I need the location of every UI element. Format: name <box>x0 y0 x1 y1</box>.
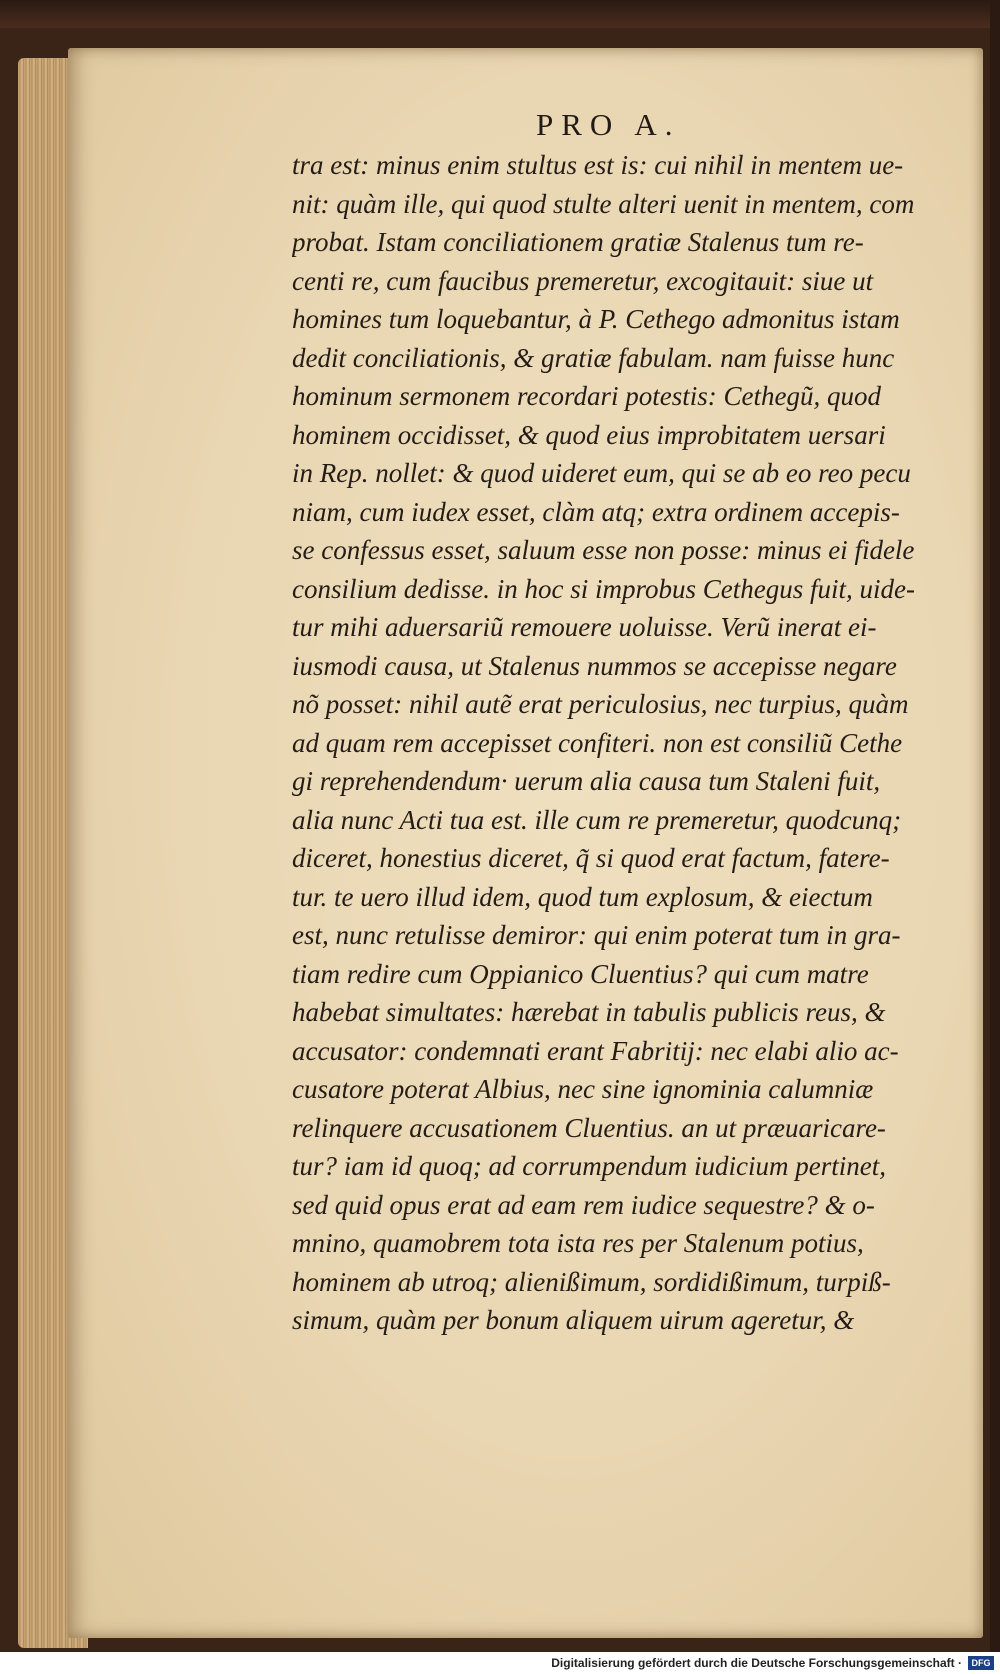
text-line: relinquere accusationem Cluentius. an ut præuaricare- <box>292 1112 886 1143</box>
text-line: hominem ab utroq; alienißimum, sordidißimum, turpiß- <box>292 1266 891 1297</box>
text-line: se confessus esset, saluum esse non posse: minus ei fidele <box>292 535 915 565</box>
text-line: consilium dedisse. in hoc si improbus Cethegus fuit, uide- <box>292 573 915 604</box>
text-line: nit: quàm ille, qui quod stulte alteri uenit in mentem, com <box>292 188 915 219</box>
text-line: tur. te uero illud idem, quod tum explosum, & eiectum <box>292 881 873 912</box>
text-line: habebat simultates: hærebat in tabulis publicis reus, & <box>292 997 886 1027</box>
text-line: iusmodi causa, ut Stalenus nummos se accepisse negare <box>292 650 897 681</box>
text-line: accusator: condemnati erant Fabritij: nec elabi alio ac- <box>292 1035 899 1066</box>
text-line: nõ posset: nihil autẽ erat periculosius, nec turpius, quàm <box>292 689 909 719</box>
text-line: diceret, honestius diceret, q̃ si quod erat factum, fatere- <box>292 843 890 873</box>
funding-notice: Digitalisierung gefördert durch die Deutsche Forschungsgemeinschaft · <box>551 1656 962 1670</box>
text-line: tiam redire cum Oppianico Cluentius? qui cum matre <box>292 958 869 989</box>
text-line: ad quam rem accepisset confiteri. non est consiliũ Cethe <box>292 727 903 758</box>
text-lines <box>292 146 952 1340</box>
book-cover-right <box>990 0 1000 1652</box>
text-line: tur mihi aduersariũ remouere uoluisse. Verũ inerat ei- <box>292 612 877 642</box>
text-line: tra est: minus enim stultus est is: cui nihil in mentem ue- <box>292 150 904 180</box>
text-line: simum, quàm per bonum aliquem uirum ageretur, & <box>292 1305 855 1335</box>
running-head: PRO A. <box>536 107 681 142</box>
text-line: probat. Istam conciliationem gratiæ Stalenus tum re- <box>292 227 864 257</box>
text-line: hominem occidisset, & quod eius improbitatem uersari <box>292 419 886 450</box>
text-line: sed quid opus erat ad eam rem iudice sequestre? & o- <box>292 1189 875 1220</box>
book-cover-top <box>0 0 1000 28</box>
text-line: cusatore poterat Albius, nec sine ignominia calumniæ <box>292 1074 874 1104</box>
text-line: gi reprehendendum· uerum alia causa tum Staleni fuit, <box>292 766 881 796</box>
text-line: tur? iam id quoq; ad corrumpendum iudicium pertinet, <box>292 1151 886 1181</box>
dfg-logo: DFG <box>968 1656 994 1670</box>
text-line: in Rep. nollet: & quod uideret eum, qui se ab eo reo pecu <box>292 458 911 488</box>
text-line: mnino, quamobrem tota ista res per Stalenum potius, <box>292 1228 864 1258</box>
text-line: niam, cum iudex esset, clàm atq; extra ordinem accepis- <box>292 496 900 527</box>
text-line: dedit conciliationis, & gratiæ fabulam. nam fuisse hunc <box>292 342 895 373</box>
text-line: alia nunc Acti tua est. ille cum re premeretur, quodcunq; <box>292 804 902 835</box>
text-line: hominum sermonem recordari potestis: Cethegũ, quod <box>292 381 881 411</box>
text-line: centi re, cum faucibus premeretur, excogitauit: siue ut <box>292 265 874 296</box>
text-line: est, nunc retulisse demiror: qui enim poterat tum in gra- <box>292 920 901 950</box>
text-line: homines tum loquebantur, à P. Cethego admonitus istam <box>292 304 900 334</box>
